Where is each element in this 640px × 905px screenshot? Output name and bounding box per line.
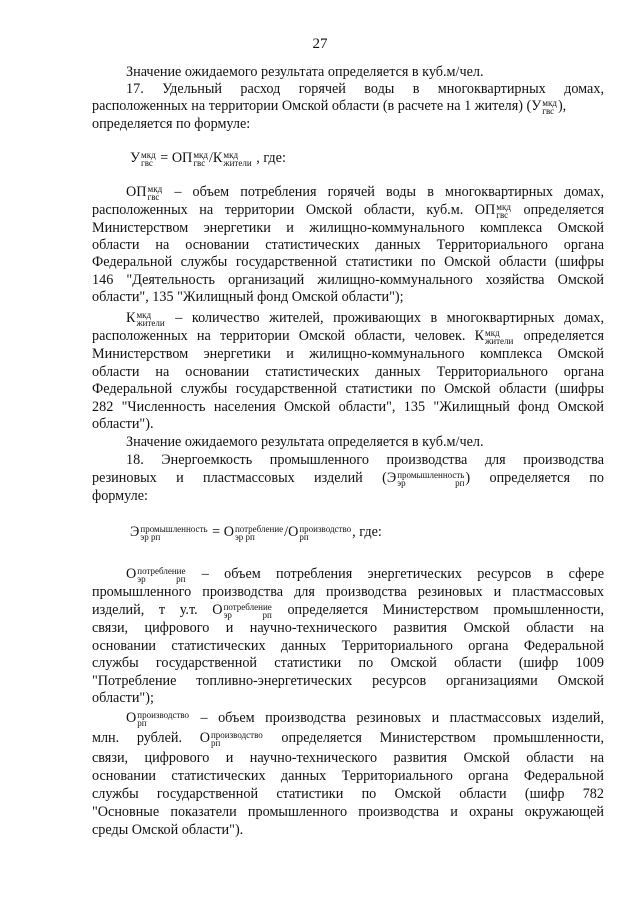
text-line: 18. Энергоемкость промышленного производства для производства <box>126 452 604 468</box>
text-line: основании статистических данных Территориального органа Федеральной <box>92 638 604 654</box>
formula-1: У мкд гвс = ОП мкд гвс /К мкд жители , где: <box>130 149 286 168</box>
text-line: области на основании статистических данных Территориального органа <box>92 237 604 253</box>
text-line: определяется по формуле: <box>92 116 251 132</box>
text-line: формуле: <box>92 488 148 504</box>
text-line: О производство рп – объем производства резиновых и пластмассовых изделий, <box>126 709 605 728</box>
text-line: промышленного производства для производства резиновых и пластмассовых <box>92 584 604 600</box>
text-line: Значение ожидаемого результата определяется в куб.м/чел. <box>126 64 484 80</box>
page-number: 27 <box>312 36 328 52</box>
text-line: 146 "Деятельность организаций жилищно-коммунального хозяйства Омской <box>92 272 604 288</box>
text-line: ОП мкд гвс – объем потребления горячей воды в многоквартирных домах, <box>126 183 604 202</box>
text-line: "Основные показатели промышленного производства и охраны окружающей <box>92 804 604 820</box>
formula-2: Э промышленность эр рп = О потребление эр рп /О производство рп , где: <box>130 523 382 542</box>
text-line: Значение ожидаемого результата определяется в куб.м/чел. <box>126 434 484 450</box>
text-line: К мкд жители – количество жителей, проживающих в многоквартирных домах, <box>126 309 604 328</box>
text-line: службы государственной статистики по Омской области (шифр 1009 <box>92 655 604 671</box>
text-line: области"). <box>92 416 154 432</box>
text-line: области", 135 "Жилищный фонд Омской области"); <box>92 289 404 305</box>
text-line: расположенных на территории Омской области, куб.м. ОП мкд гвс определяется <box>92 201 605 220</box>
text-line: 282 "Численность населения Омской области", 135 "Жилищный фонд Омской <box>92 399 604 415</box>
text-line: связи, цифрового и научно-технического развития Омской области на <box>92 620 604 636</box>
text-line: "Потребление топливно-энергетических ресурсов организациями Омской <box>92 673 604 689</box>
text-line: основании статистических данных Территориального органа Федеральной <box>92 768 604 784</box>
text-line: службы государственной статистики по Омской области (шифр 782 <box>92 786 604 802</box>
text-line: расположенных на территории Омской области, человек. К мкд жители определяется <box>92 327 605 346</box>
text-line: О потребление эр рп – объем потребления энергетических ресурсов в сфере <box>126 565 604 584</box>
text-line: изделий, т у.т. О потребление эр рп определяется Министерством промышленности, <box>92 601 605 620</box>
text-line: Федеральной службы государственной статистики по Омской области (шифры <box>92 381 604 397</box>
text-line: Министерством энергетики и жилищно-коммунального комплекса Омской <box>92 220 604 236</box>
text-line: Министерством энергетики и жилищно-коммунального комплекса Омской <box>92 346 604 362</box>
text-line: резиновых и пластмассовых изделий (Э промышленность эр рп ) определяется по <box>92 469 604 488</box>
text-line: расположенных на территории Омской области (в расчете на 1 жителя) (У мкд гвс ), <box>92 97 567 116</box>
text-line: области на основании статистических данных Территориального органа <box>92 364 604 380</box>
text-line: области"); <box>92 690 154 706</box>
text-line: млн. рублей. О производство рп определяется Министерством промышленности, <box>92 729 605 748</box>
text-line: Федеральной службы государственной статистики по Омской области (шифры <box>92 254 604 270</box>
text-line: связи, цифрового и научно-технического развития Омской области на <box>92 750 604 766</box>
text-line: 17. Удельный расход горячей воды в многоквартирных домах, <box>126 81 604 97</box>
text-line: среды Омской области"). <box>92 822 244 838</box>
